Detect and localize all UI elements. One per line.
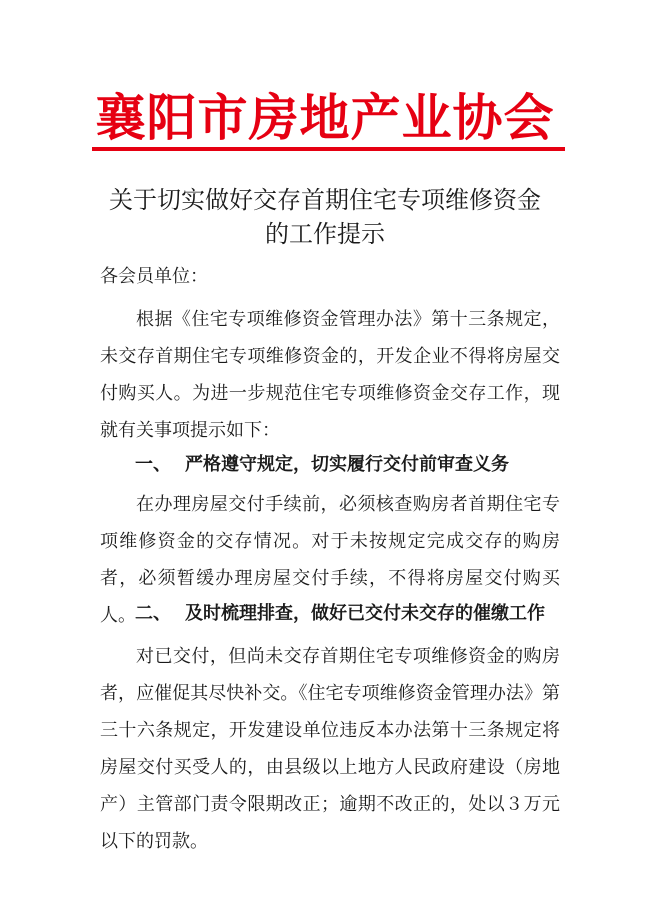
section-heading-2 — [135, 599, 575, 629]
document-title-line-2: 的工作提示 — [265, 220, 385, 248]
section-body-2: 对已交付，但尚未交存首期住宅专项维修资金的购房者，应催促其尽快补交。《住宅专项维修资金管理办法》第三十六条规定，开发建设单位违反本办法第十三条规定将房屋交付买受人的，由县级以上地方人民政府建设（房地产）主管部门责令限期改正；逾期不改正的，处以３万元以下的罚款。 — [100, 646, 560, 852]
section-number-1: 一、 — [135, 454, 171, 475]
section-heading-text-1: 严格遵守规定，切实履行交付前审查义务 — [185, 454, 509, 475]
section-heading-text-2: 及时梳理排查，做好已交付未交存的催缴工作 — [185, 603, 545, 624]
section-heading-1 — [135, 450, 575, 480]
salutation: 各会员单位： — [100, 266, 208, 287]
section-number-2: 二、 — [135, 603, 171, 624]
section-body-1: 在办理房屋交付手续前，必须核查购房者首期住宅专项维修资金的交存情况。对于未按规定完成交存的购房者，必须暂缓办理房屋交付手续，不得将房屋交付购买人。 — [100, 494, 560, 626]
document-title-line-1: 关于切实做好交存首期住宅专项维修资金 — [109, 186, 541, 214]
letterhead-org-name: 襄阳市房地产业协会 — [95, 88, 555, 147]
intro-paragraph: 根据《住宅专项维修资金管理办法》第十三条规定，未交存首期住宅专项维修资金的，开发企业不得将房屋交付购买人。为进一步规范住宅专项维修资金交存工作，现就有关事项提示如下： — [100, 309, 560, 441]
letterhead-red-divider — [92, 147, 565, 151]
